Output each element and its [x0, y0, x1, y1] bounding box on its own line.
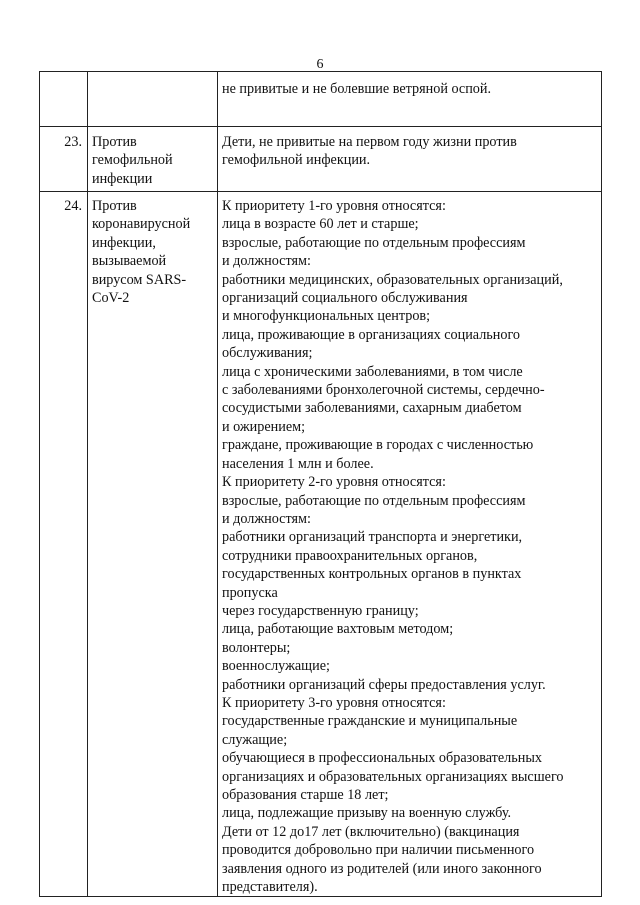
- text-line: взрослые, работающие по отдельным профессиям: [222, 234, 526, 251]
- text-line: образования старше 18 лет;: [222, 787, 389, 803]
- text-line: работники организаций сферы предоставления услуг.: [222, 676, 546, 693]
- text-line: граждане, проживающие в городах с численностью: [222, 437, 534, 454]
- vaccination-table: [39, 71, 602, 897]
- infection-name-line: Против: [92, 198, 137, 214]
- text-line: через государственную границу;: [222, 602, 419, 619]
- text-line: лица, подлежащие призыву на военную службу.: [222, 805, 512, 822]
- infection-name: [88, 127, 218, 192]
- text-line: сотрудники правоохранительных органов,: [222, 547, 478, 564]
- table-row: [40, 127, 602, 192]
- text-line: лица, проживающие в организациях социального: [222, 326, 521, 343]
- text-line: организациях и образовательных организациях высшего: [222, 768, 564, 785]
- text-line: лица в возрасте 60 лет и старше;: [222, 216, 419, 233]
- text-line: К приоритету 3-го уровня относятся:: [222, 694, 446, 711]
- text-line: и многофункциональных центров;: [222, 308, 431, 325]
- text-line: пропуска: [222, 584, 278, 601]
- text-line: государственных контрольных органов в пунктах: [222, 566, 522, 583]
- eligible-groups: [218, 127, 602, 192]
- text-line: сосудистыми заболеваниями, сахарным диабетом: [222, 400, 522, 417]
- text-line: государственные гражданские и муниципальные: [222, 713, 518, 730]
- text-line: и должностям:: [222, 510, 311, 527]
- infection-name-line: коронавирусной: [92, 216, 191, 233]
- text-line: организаций социального обслуживания: [222, 290, 468, 307]
- text-line: служащие;: [222, 731, 288, 748]
- text-line: военнослужащие;: [222, 658, 330, 675]
- table-row: [40, 72, 602, 127]
- infection-name-line: гемофильной: [92, 152, 173, 169]
- text-line: Дети от 12 до17 лет (включительно) (вакцинация: [222, 823, 520, 840]
- text-line: проводится добровольно при наличии письменного: [222, 842, 535, 859]
- text-line: Дети, не привитые на первом году жизни против: [222, 134, 517, 150]
- text-line: волонтеры;: [222, 639, 291, 656]
- table-row: [40, 192, 602, 897]
- text-line: взрослые, работающие по отдельным профессиям: [222, 492, 526, 509]
- eligible-groups: [218, 72, 602, 127]
- text-line: с заболеваниями бронхолегочной системы, сердечно-: [222, 382, 545, 399]
- text-line: работники медицинских, образовательных организаций,: [222, 271, 563, 288]
- text-line: работники организаций транспорта и энергетики,: [222, 529, 523, 546]
- row-number: 24.: [40, 192, 88, 897]
- infection-name: [88, 72, 218, 127]
- infection-name-line: инфекции,: [92, 234, 156, 251]
- eligible-groups: [218, 192, 602, 897]
- text-line: представителя).: [222, 879, 318, 896]
- text-line: лица с хроническими заболеваниями, в том числе: [222, 363, 523, 380]
- text-line: не привитые и не болевшие ветряной оспой.: [222, 81, 492, 97]
- row-number: 23.: [40, 127, 88, 192]
- infection-name-line: вирусом SARS-: [92, 271, 187, 288]
- text-line: К приоритету 1-го уровня относятся:: [222, 198, 446, 214]
- infection-name-line: вызываемой: [92, 253, 167, 270]
- infection-name: [88, 192, 218, 897]
- text-line: и ожирением;: [222, 418, 306, 435]
- text-line: обучающиеся в профессиональных образовательных: [222, 750, 542, 767]
- text-line: К приоритету 2-го уровня относятся:: [222, 474, 446, 491]
- text-line: и должностям:: [222, 253, 311, 270]
- text-line: гемофильной инфекции.: [222, 152, 371, 169]
- page-number: 6: [316, 57, 324, 72]
- infection-name-line: Против: [92, 134, 137, 150]
- text-line: обслуживания;: [222, 345, 313, 362]
- text-line: населения 1 млн и более.: [222, 455, 374, 472]
- infection-name-line: CoV-2: [92, 290, 130, 307]
- text-line: лица, работающие вахтовым методом;: [222, 621, 454, 638]
- text-line: заявления одного из родителей (или иного законного: [222, 860, 542, 877]
- row-number: [40, 72, 88, 127]
- infection-name-line: инфекции: [92, 170, 153, 187]
